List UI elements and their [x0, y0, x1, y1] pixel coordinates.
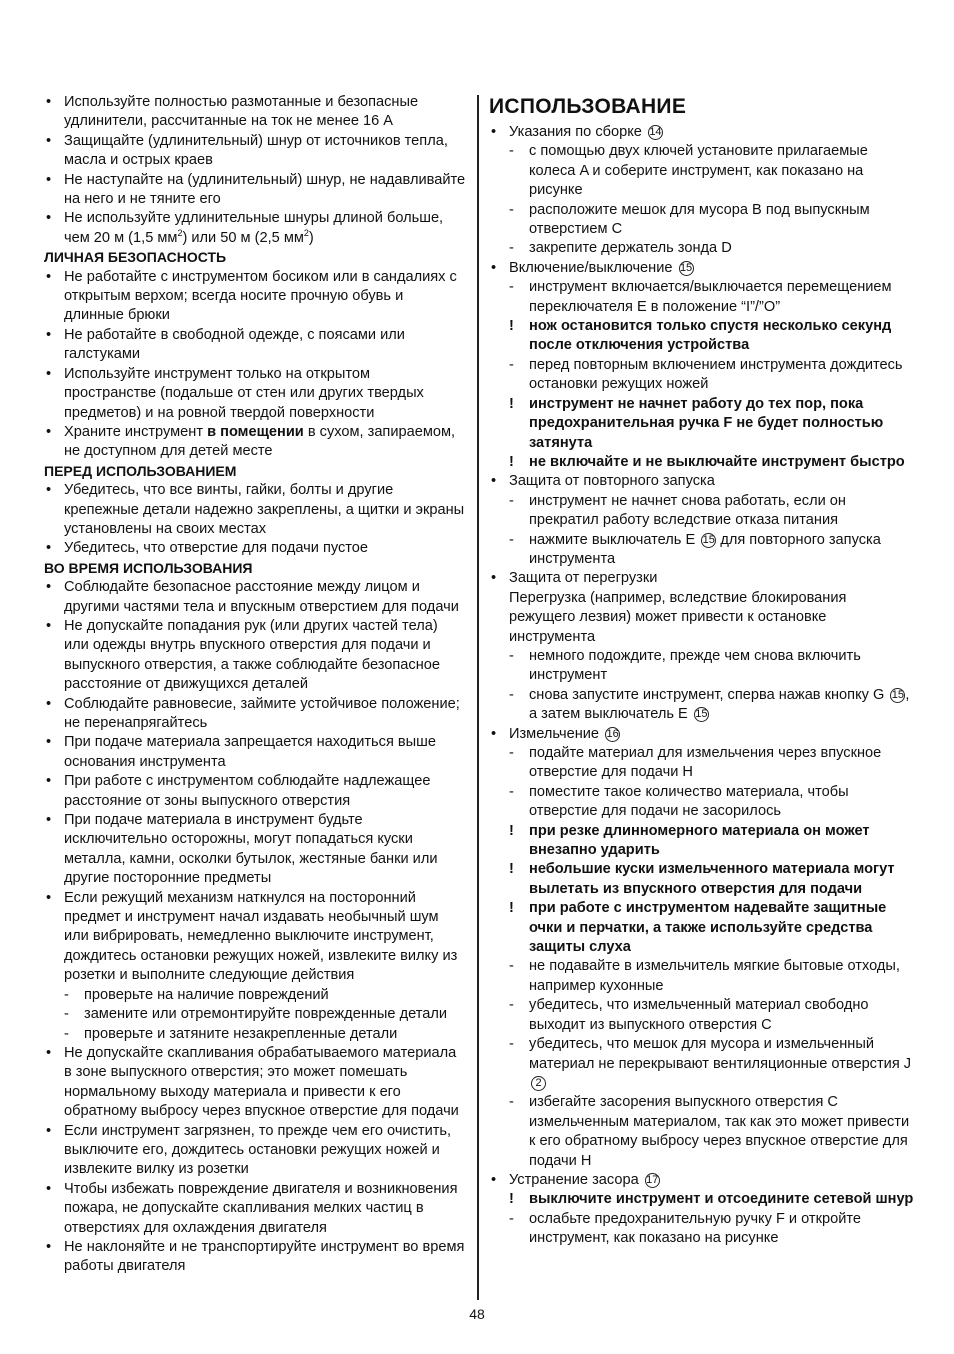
bullet-marker: •: [46, 1122, 52, 1139]
bullet-marker: •: [491, 725, 497, 742]
item-text: не подавайте в измельчитель мягкие бытовые отходы, например кухонные: [529, 958, 900, 994]
item-text: ЛИЧНАЯ БЕЗОПАСНОСТЬ: [44, 249, 227, 266]
item-text: Используйте инструмент только на открытом пространстве (подальше от стен или других твердых предметов) и на ровной твердой поверхности: [64, 365, 424, 421]
item-text: расположите мешок для мусора B под выпускным отверстием C: [529, 201, 870, 238]
bullet-item: [44, 695, 466, 734]
bullet-marker: •: [46, 210, 52, 227]
bullet-item: [44, 326, 466, 365]
bullet-marker: •: [46, 812, 52, 829]
item-text: закрепите держатель зонда D: [529, 240, 732, 257]
item-text: ) или 50 м (2,5 мм: [182, 229, 304, 246]
bullet-item: [44, 132, 466, 171]
item-text: Не наклоняйте и не транспортируйте инструмент во время работы двигателя: [64, 1238, 465, 1275]
item-text: поместите такое количество материала, чтобы отверстие для подачи не засорилось: [529, 783, 849, 820]
bullet-marker: -: [509, 279, 514, 296]
warning-item: [489, 822, 914, 861]
item-text: Если режущий механизм наткнулся на посторонний предмет и инструмент начал издавать необычный шум или вибрировать, немедленно выключите инструмент, дождитесь остановки режущих ножей, извлеките вилку из розетки и выполните следующие действия: [64, 889, 458, 984]
item-text: избегайте засорения выпускного отверстия C измельченным материалом, так как это может привести к его обратному выбросу через впускное отверстие для подачи H: [529, 1094, 910, 1169]
bullet-marker: -: [509, 240, 514, 257]
item-text: при резке длинномерного материала он может внезапно ударить: [529, 822, 870, 859]
bullet-marker: -: [64, 1025, 69, 1042]
bullet-marker: -: [509, 492, 514, 509]
item-text: Соблюдайте безопасное расстояние между лицом и другими частями тела и впускным отверстием для подачи: [64, 579, 459, 615]
item-text: подайте материал для измельчения через впускное отверстие для подачи H: [529, 745, 882, 781]
bullet-item: [44, 1238, 466, 1277]
item-text: перед повторным включением инструмента дождитесь остановки режущих ножей: [529, 356, 903, 393]
dash-item: [489, 531, 914, 570]
item-text: нажмите выключатель E: [529, 531, 700, 548]
section-heading: [44, 559, 466, 578]
item-text: проверьте на наличие повреждений: [84, 986, 329, 1003]
bullet-marker: •: [46, 617, 52, 634]
warning-item: [489, 899, 914, 957]
item-text: Убедитесь, что отверстие для подачи пустое: [64, 540, 369, 557]
dash-item: [489, 201, 914, 240]
bullet-marker: •: [46, 1180, 52, 1197]
figure-reference: 15: [695, 708, 708, 721]
item-text: немного подождите, прежде чем снова включить инструмент: [529, 647, 861, 684]
dash-item: [44, 1025, 466, 1044]
emphasis-text: в помещении: [207, 423, 304, 440]
bullet-item: [489, 123, 914, 142]
item-text: Соблюдайте равновесие, займите устойчивое положение; не перенапрягайтесь: [64, 695, 460, 731]
bullet-marker: •: [46, 132, 52, 149]
warning-item: [489, 860, 914, 899]
bullet-item: [44, 1122, 466, 1180]
bullet-marker: •: [46, 1238, 52, 1255]
bullet-marker: •: [46, 326, 52, 343]
item-text: Не наступайте на (удлинительный) шнур, не надавливайте на него и не тяните его: [64, 171, 466, 208]
warning-icon: !: [509, 900, 514, 917]
item-text: ): [308, 229, 314, 246]
bullet-marker: -: [509, 201, 514, 218]
warning-icon: !: [509, 453, 514, 470]
bullet-item: [44, 93, 466, 132]
item-text: Чтобы избежать повреждение двигателя и возникновения пожара, не допускайте скапливания мелких частиц в отверстиях для охлаждения двигателя: [64, 1180, 458, 1236]
bullet-marker: •: [46, 171, 52, 188]
bullet-item: [44, 1180, 466, 1238]
dash-item: [489, 356, 914, 395]
item-text: Убедитесь, что все винты, гайки, болты и другие крепежные детали надежно закреплены, а щитки и экраны установлены на своих местах: [64, 482, 465, 537]
bullet-marker: •: [46, 94, 52, 110]
bullet-item: [44, 811, 466, 889]
section-heading: [44, 248, 466, 267]
item-text: Включение/выключение: [509, 259, 677, 276]
bullet-marker: •: [46, 540, 52, 557]
item-text: ПЕРЕД ИСПОЛЬЗОВАНИЕМ: [44, 462, 237, 479]
bullet-marker: •: [46, 1044, 52, 1061]
bullet-marker: -: [509, 356, 514, 373]
bullet-item: [44, 733, 466, 772]
dash-item: [489, 1035, 914, 1093]
bullet-item: [44, 209, 466, 248]
bullet-marker: •: [46, 695, 52, 712]
right-column: [489, 93, 914, 1249]
item-text: в сухом, запираемом, не доступном для детей месте: [64, 423, 456, 460]
paragraph: [489, 589, 914, 647]
bullet-marker: •: [491, 570, 497, 587]
item-text: Перегрузка (например, вследствие блокирования режущего лезвия) может привести к остановке инструмента: [509, 589, 847, 645]
bullet-marker: •: [491, 1171, 497, 1188]
item-text: Храните инструмент: [64, 423, 208, 440]
bullet-marker: -: [509, 783, 514, 800]
bullet-item: [489, 259, 914, 278]
bullet-marker: •: [46, 579, 52, 596]
bullet-marker: •: [46, 423, 52, 440]
bullet-item: [489, 569, 914, 588]
bullet-marker: -: [509, 143, 514, 160]
bullet-marker: •: [491, 473, 497, 490]
item-text: Не допускайте попадания рук (или других частей тела) или одежды внутрь впускного отверстия для подачи и выпускного отверстия, а также соблюдайте безопасное расстояние от движущихся деталей: [64, 617, 441, 693]
column-divider: [477, 95, 479, 1300]
item-text: При подаче материала в инструмент будьте исключительно осторожны, могут попадаться куски металла, камни, осколки бутылок, жестяные банки или другие посторонние предметы: [64, 812, 438, 887]
item-text: ВО ВРЕМЯ ИСПОЛЬЗОВАНИЯ: [44, 559, 253, 576]
dash-item: [44, 1005, 466, 1024]
item-text: убедитесь, что измельченный материал свободно выходит из выпускного отверстия C: [529, 997, 869, 1033]
figure-reference: 15: [891, 688, 905, 701]
item-text: Не работайте с инструментом босиком или в сандалиях с открытым верхом; всегда носите прочную обувь и длинные брюки: [64, 268, 457, 324]
bullet-item: [44, 268, 466, 326]
item-text: небольшие куски измельченного материала могут вылетать из впускного отверстия для подачи: [529, 861, 895, 897]
bullet-marker: •: [46, 268, 52, 285]
item-text: не включайте и не выключайте инструмент быстро: [529, 453, 905, 470]
dash-item: [489, 1093, 914, 1171]
item-text: нож остановится только спустя несколько секунд после отключения устройства: [529, 318, 892, 354]
bullet-item: [44, 171, 466, 210]
dash-item: [489, 1210, 914, 1249]
bullet-item: [489, 472, 914, 491]
item-text: Измельчение: [509, 725, 604, 742]
item-text: с помощью двух ключей установите прилагаемые колеса A и соберите инструмент, как показано на рисунке: [529, 143, 868, 199]
bullet-marker: -: [509, 745, 514, 761]
item-text: Указания по сборке: [509, 124, 646, 140]
item-text: при работе с инструментом надевайте защитные очки и перчатки, а также используйте средства защиты слуха: [529, 900, 887, 956]
figure-reference: 2: [531, 1076, 546, 1091]
bullet-item: [44, 481, 466, 539]
bullet-item: [44, 423, 466, 462]
page-number: 48: [469, 1306, 485, 1322]
dash-item: [489, 239, 914, 258]
dash-item: [489, 142, 914, 200]
item-text: инструмент не начнет работу до тех пор, пока предохранительная ручка F не будет полностью затянута: [529, 395, 884, 451]
bullet-marker: •: [491, 124, 497, 140]
item-text: Не работайте в свободной одежде, с поясами или галстуками: [64, 326, 405, 363]
bullet-item: [44, 889, 466, 986]
dash-item: [489, 996, 914, 1035]
section-heading: [44, 462, 466, 481]
superscript: 2: [303, 227, 309, 238]
item-text: Защита от повторного запуска: [509, 473, 715, 490]
superscript: 2: [177, 227, 183, 238]
item-text: для повторного запуска инструмента: [529, 531, 881, 567]
bullet-marker: •: [491, 259, 497, 276]
warning-item: [489, 453, 914, 472]
item-text: замените или отремонтируйте поврежденные детали: [84, 1006, 448, 1023]
figure-reference: 14: [649, 126, 662, 138]
warning-item: [489, 317, 914, 356]
bullet-marker: •: [46, 773, 52, 790]
bullet-item: [44, 365, 466, 423]
left-column: [44, 93, 466, 1277]
bullet-marker: -: [509, 647, 514, 664]
item-text: Устранение засора: [509, 1171, 643, 1188]
dash-item: [489, 647, 914, 686]
dash-item: [489, 686, 914, 725]
dash-item: [489, 492, 914, 531]
item-text: Не допускайте скапливания обрабатываемого материала в зоне выпускного отверстия; это может помешать нормальному выходу материала и привести к его обратному выбросу через впускное отверстие для подачи: [64, 1044, 459, 1120]
bullet-marker: -: [509, 1094, 514, 1111]
dash-item: [44, 986, 466, 1005]
item-text: , а затем выключатель E: [529, 686, 910, 723]
bullet-marker: -: [509, 997, 514, 1014]
item-text: инструмент не начнет снова работать, если он прекратил работу вследствие отказа питания: [529, 492, 846, 529]
bullet-item: [489, 1171, 914, 1190]
item-text: Не используйте удлинительные шнуры длиной больше, чем 20 м (1,5 мм: [64, 210, 444, 246]
bullet-marker: -: [509, 686, 514, 703]
warning-icon: !: [509, 395, 514, 412]
bullet-marker: •: [46, 365, 52, 382]
figure-reference: 15: [702, 533, 715, 546]
bullet-item: [44, 772, 466, 811]
warning-icon: !: [509, 822, 514, 839]
bullet-marker: •: [46, 734, 52, 751]
bullet-marker: -: [64, 986, 69, 1003]
bullet-marker: -: [64, 1006, 69, 1023]
bullet-marker: •: [46, 889, 52, 906]
item-text: При работе с инструментом соблюдайте надлежащее расстояние от зоны выпускного отверстия: [64, 773, 431, 809]
bullet-item: [44, 617, 466, 695]
item-text: снова запустите инструмент, сперва нажав кнопку G: [529, 686, 889, 703]
item-text: проверьте и затяните незакрепленные детали: [84, 1025, 398, 1042]
figure-reference: 17: [646, 1173, 659, 1186]
item-text: инструмент включается/выключается перемещением переключателя E в положение “I”/”O”: [529, 279, 892, 315]
bullet-marker: •: [46, 482, 52, 499]
item-text: Защита от перегрузки: [509, 570, 658, 587]
warning-icon: !: [509, 318, 514, 335]
item-text: выключите инструмент и отсоедините сетевой шнур: [529, 1191, 914, 1208]
section-title: ИСПОЛЬЗОВАНИЕ: [489, 95, 687, 118]
warning-item: [489, 1190, 914, 1209]
warning-icon: !: [509, 1191, 514, 1208]
item-text: ослабьте предохранительную ручку F и откройте инструмент, как показано на рисунке: [529, 1210, 862, 1247]
dash-item: [489, 783, 914, 822]
figure-reference: 16: [606, 727, 619, 740]
dash-item: [489, 957, 914, 996]
item-text: При подаче материала запрещается находиться выше основания инструмента: [64, 734, 436, 770]
item-text: Защищайте (удлинительный) шнур от источников тепла, масла и острых краев: [64, 132, 448, 169]
dash-item: [489, 278, 914, 317]
bullet-marker: -: [509, 1210, 514, 1227]
bullet-item: [44, 539, 466, 558]
warning-item: [489, 395, 914, 453]
bullet-marker: -: [509, 1036, 514, 1053]
warning-icon: !: [509, 861, 514, 878]
item-text: Используйте полностью размотанные и безопасные удлинители, рассчитанные на ток не менее 16 А: [64, 94, 419, 130]
item-text: Если инструмент загрязнен, то прежде чем его очистить, выключите его, дождитесь остановки режущих ножей и извлеките вилку из розетки: [64, 1122, 452, 1178]
dash-item: [489, 744, 914, 783]
item-text: убедитесь, что мешок для мусора и измельченный материал не перекрывают вентиляционные отверстия J: [529, 1036, 912, 1072]
bullet-item: [44, 578, 466, 617]
bullet-marker: -: [509, 531, 514, 548]
bullet-marker: -: [509, 958, 514, 975]
bullet-item: [489, 725, 914, 744]
bullet-item: [44, 1044, 466, 1122]
figure-reference: 15: [679, 261, 693, 274]
